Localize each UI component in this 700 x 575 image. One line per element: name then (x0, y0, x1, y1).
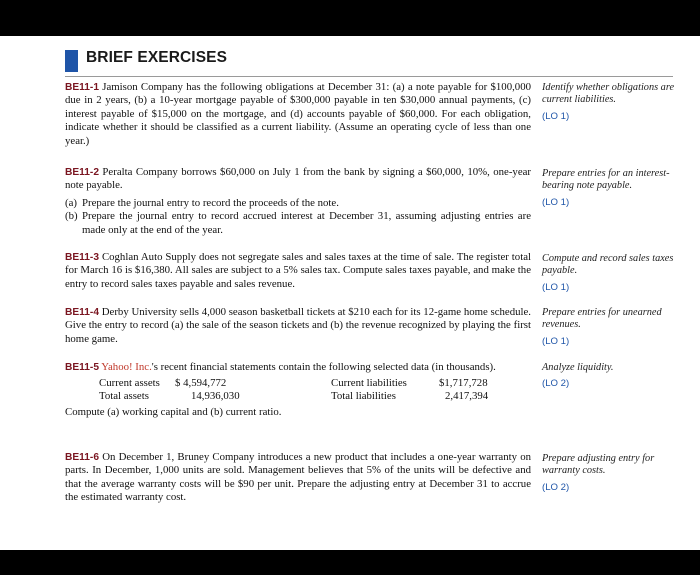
learning-objective-code: (LO 2) (542, 378, 570, 390)
margin-note-be11-4 (542, 307, 682, 347)
exercise-text: Peralta Company borrows $60,000 on July 1 from the bank by signing a $60,000, 10%, one-year note payable. (65, 166, 532, 192)
exercise-code: BE11-2 (65, 167, 99, 178)
exercise-code: BE11-1 (65, 82, 99, 93)
learning-objective-code: (LO 2) (542, 481, 570, 493)
part-text: Prepare the journal entry to record accrued interest at December 31, assuming adjusting entries are made only at the end of the year. (82, 210, 531, 236)
exercise-text: On December 1, Bruney Company introduces a new product that includes a one-year warranty on parts. In December, 1,000 units are sold. Management believes that 5% of the units will be defective and that the average warranty costs will be $90 per unit. Prepare the adjusting entry at December 31 to accrue the estimated warranty cost. (65, 451, 531, 504)
part-text: Prepare the journal entry to record the proceeds of the note. (82, 196, 339, 209)
margin-note-be11-1 (542, 82, 682, 122)
learning-objective-code: (LO 1) (542, 110, 570, 122)
textbook-page (0, 36, 700, 550)
exercise-parts (65, 197, 531, 237)
section-marker (65, 50, 78, 72)
financial-data-table (65, 375, 531, 403)
learning-objective-code: (LO 1) (542, 335, 570, 347)
current-liabilities-value: $1,717,728 (439, 377, 488, 390)
part-label: (a) (65, 196, 77, 209)
total-assets-label: Total assets (99, 390, 149, 403)
exercise-code: BE11-3 (65, 252, 99, 263)
exercise-be11-3 (65, 251, 531, 291)
learning-objective-note: Prepare adjusting entry for warranty costs. (542, 453, 655, 477)
exercise-text: Jamison Company has the following obligations at December 31: (a) a note payable for $100,000 due in 2 years, (b) a 10-year mortgage payable of $300,000 payable in ten $30,000 annual payments, (c) interest payable of $15,000 on the mortgage, and (d) accounts payable of $60,000. For each obligation, indicate whether it should be classified as a current liability. (Assume an operating cycle of less than one year.) (65, 81, 531, 147)
learning-objective-note: Prepare entries for an interest-bearing note payable. (542, 168, 670, 192)
exercise-part (65, 197, 531, 210)
exercise-text: Coghlan Auto Supply does not segregate sales and sales taxes at the time of sale. The register total for March 16 is $16,380. All sales are subject to a 5% sales tax. Compute sales taxes payable, and make the entry to record sales taxes payable and sales revenue. (65, 251, 531, 290)
section-divider (65, 76, 673, 77)
margin-note-be11-5 (542, 362, 682, 389)
margin-note-be11-2 (542, 168, 682, 208)
exercise-instruction: Compute (a) working capital and (b) current ratio. (65, 406, 282, 419)
margin-note-be11-6 (542, 453, 682, 493)
exercise-part (65, 210, 531, 237)
current-assets-label: Current assets (99, 377, 160, 390)
learning-objective-code: (LO 1) (542, 281, 570, 293)
exercise-code: BE11-6 (65, 452, 99, 463)
current-liabilities-label: Current liabilities (331, 377, 407, 390)
exercise-be11-5 (65, 361, 531, 420)
exercise-be11-4 (65, 306, 531, 346)
exercise-be11-2 (65, 166, 531, 237)
section-title: BRIEF EXERCISES (86, 49, 228, 66)
exercise-be11-1 (65, 81, 531, 148)
company-name: Yahoo! Inc. (101, 361, 152, 373)
total-liabilities-value: 2,417,394 (445, 390, 489, 403)
exercise-code: BE11-4 (65, 307, 99, 318)
exercise-text: 's recent financial statements contain the following selected data (in thousands). (151, 361, 496, 373)
learning-objective-note: Analyze liquidity. (542, 362, 614, 373)
current-assets-value: $ 4,594,772 (175, 377, 227, 390)
learning-objective-note: Prepare entries for unearned revenues. (542, 307, 662, 331)
exercise-be11-6 (65, 451, 531, 505)
learning-objective-note: Compute and record sales taxes payable. (542, 253, 674, 277)
total-assets-value: 14,936,030 (191, 390, 240, 403)
part-label: (b) (65, 210, 78, 223)
margin-note-be11-3 (542, 253, 682, 293)
exercise-code: BE11-5 (65, 362, 99, 373)
total-liabilities-label: Total liabilities (331, 390, 396, 403)
exercise-text: Derby University sells 4,000 season basketball tickets at $210 each for its 12-game home schedule. Give the entry to record (a) the sale of the season tickets and (b) the revenue recognized by playing the first home game. (65, 306, 532, 345)
learning-objective-code: (LO 1) (542, 196, 570, 208)
learning-objective-note: Identify whether obligations are current liabilities. (542, 82, 675, 106)
